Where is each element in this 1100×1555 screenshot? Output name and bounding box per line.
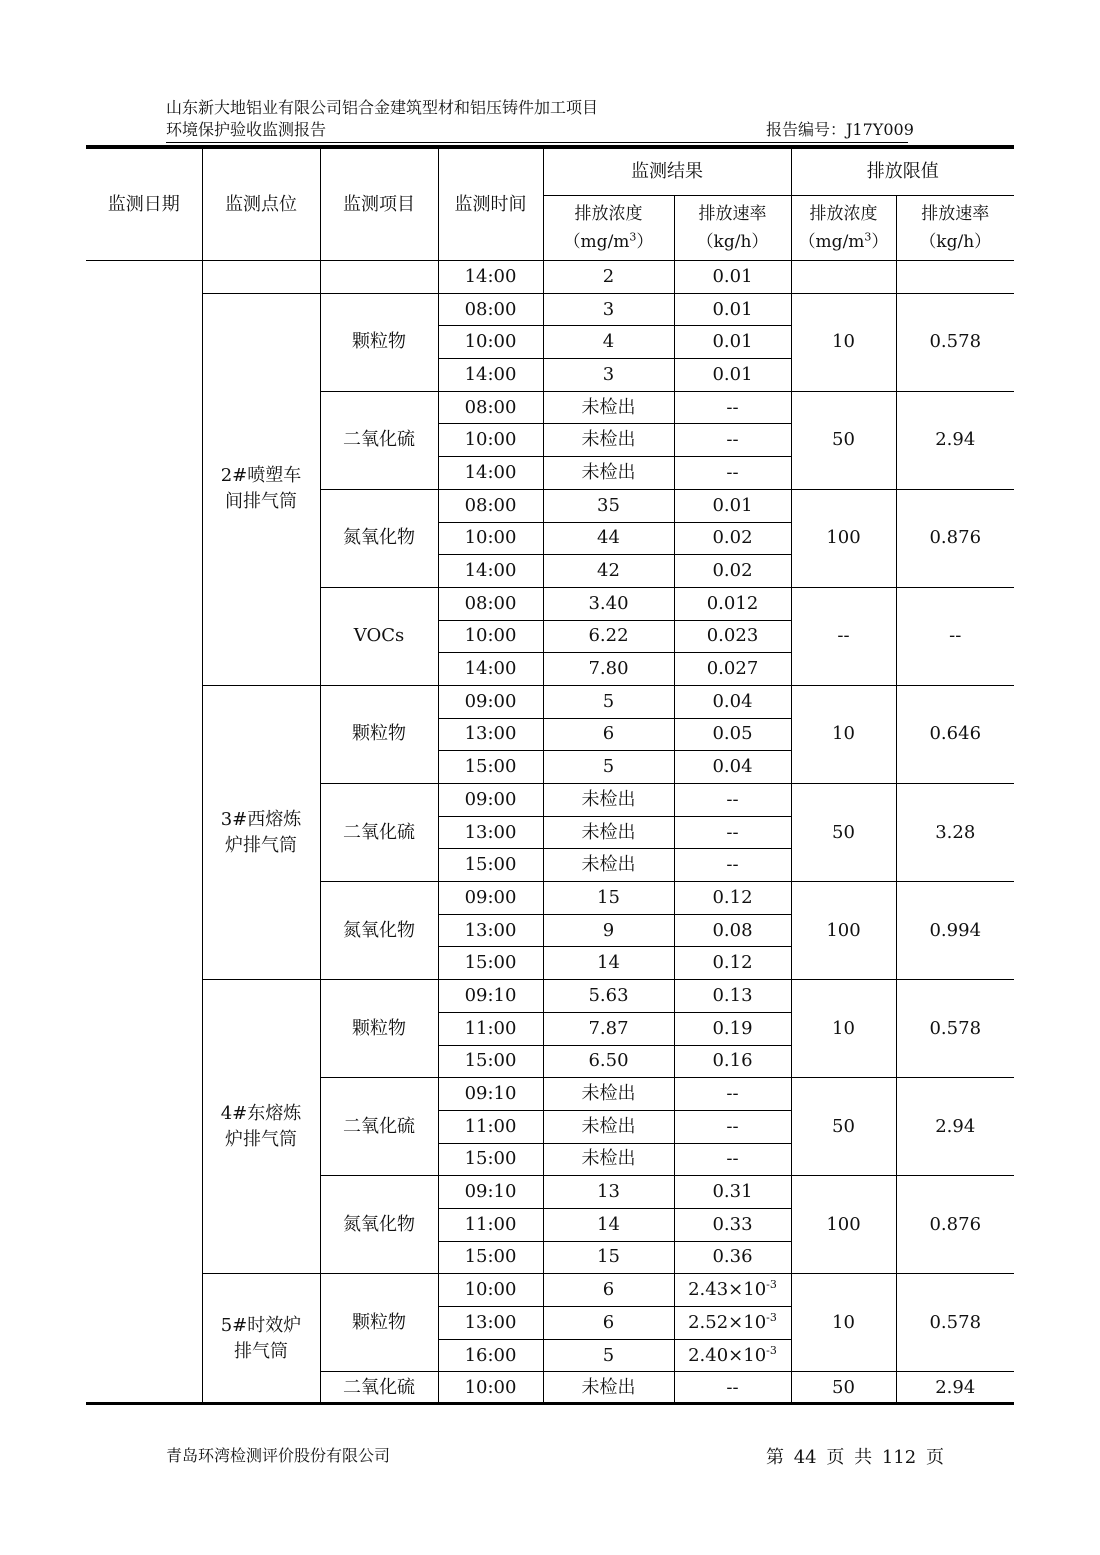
- rate-cell: [674, 685, 791, 718]
- rate-cell: [674, 1012, 791, 1045]
- rate-cell: [674, 1208, 791, 1241]
- rate-value: 0.027: [706, 658, 759, 680]
- rate-cell: [674, 391, 791, 424]
- item-cell: 颗粒物: [320, 980, 438, 1078]
- conc-cell: 15: [543, 1241, 674, 1274]
- conc-cell: 42: [543, 555, 674, 588]
- col-header-limit-rate: [896, 196, 1014, 261]
- rate-cell: [674, 326, 791, 359]
- rate-value: 0.33: [712, 1213, 753, 1235]
- limit-rate-cell: 2.94: [896, 1372, 1014, 1405]
- time-cell: 10:00: [438, 326, 543, 359]
- rate-value: 0.31: [712, 1181, 753, 1203]
- conc-cell: 15: [543, 882, 674, 915]
- rate-cell: [674, 1078, 791, 1111]
- conc-cell: 6: [543, 718, 674, 751]
- col-header-result: 监测结果: [543, 149, 791, 196]
- table-bottom-rule: [86, 1402, 1014, 1405]
- conc-cell: 3: [543, 293, 674, 326]
- rate-cell: [674, 359, 791, 392]
- limit-conc-cell: --: [791, 587, 896, 685]
- rate-value: --: [726, 854, 739, 876]
- footer-page-number: 第 44 页 共 112 页: [766, 1447, 944, 1468]
- conc-cell: 未检出: [543, 1143, 674, 1176]
- rate-unit: （kg/h）: [696, 232, 769, 252]
- conc-cell: 未检出: [543, 849, 674, 882]
- rate-value: 0.02: [712, 527, 753, 549]
- time-cell: 13:00: [438, 816, 543, 849]
- conc-cell: 6.22: [543, 620, 674, 653]
- item-cell: 氮氧化物: [320, 882, 438, 980]
- rate-cell: [674, 1176, 791, 1209]
- rate-value: 0.04: [712, 756, 753, 778]
- limit-conc-cell: 100: [791, 489, 896, 587]
- rate-exponent: -3: [766, 1343, 777, 1357]
- table-row: [86, 261, 1014, 294]
- time-cell: 13:00: [438, 914, 543, 947]
- time-cell: 10:00: [438, 1372, 543, 1405]
- limit-rate-cell: 0.876: [896, 1176, 1014, 1274]
- limit-rate-cell: 0.578: [896, 293, 1014, 391]
- time-cell: 15:00: [438, 947, 543, 980]
- conc-cell: 未检出: [543, 391, 674, 424]
- time-cell: 10:00: [438, 522, 543, 555]
- time-cell: 09:10: [438, 1078, 543, 1111]
- limit-conc-cell: 50: [791, 391, 896, 489]
- item-cell: 二氧化硫: [320, 391, 438, 489]
- time-cell: 14:00: [438, 555, 543, 588]
- limit-conc-cell: 10: [791, 685, 896, 783]
- limit-rate-cell: 3.28: [896, 784, 1014, 882]
- rate-cell: [674, 1339, 791, 1372]
- col-header-limit: 排放限值: [791, 149, 1014, 196]
- limit-rate-cell: 2.94: [896, 391, 1014, 489]
- item-cell: 氮氧化物: [320, 489, 438, 587]
- conc-cell: 未检出: [543, 457, 674, 490]
- rate-value: 0.02: [712, 560, 753, 582]
- col-header-time: 监测时间: [438, 149, 543, 261]
- rate-cell: [674, 653, 791, 686]
- rate-value: 0.36: [712, 1246, 753, 1268]
- col-header-limit-conc: [791, 196, 896, 261]
- time-cell: 08:00: [438, 587, 543, 620]
- rate-value: 2.40×10: [688, 1344, 767, 1366]
- conc-label: 排放浓度: [574, 204, 643, 224]
- rate-cell: [674, 1241, 791, 1274]
- time-cell: 09:00: [438, 784, 543, 817]
- rate-value: 0.01: [712, 298, 753, 320]
- rate-value: 0.12: [712, 886, 753, 908]
- rate-value: --: [726, 821, 739, 843]
- limit-rate-label: 排放速率: [921, 204, 990, 224]
- conc-cell: 14: [543, 1208, 674, 1241]
- table-row: [86, 1274, 1014, 1307]
- limit-conc-cell: [791, 261, 896, 294]
- rate-value: --: [726, 1083, 739, 1105]
- rate-value: 0.05: [712, 723, 753, 745]
- time-cell: 16:00: [438, 1339, 543, 1372]
- rate-value: --: [726, 396, 739, 418]
- time-cell: 10:00: [438, 1274, 543, 1307]
- limit-rate-cell: 0.994: [896, 882, 1014, 980]
- table-row: [86, 685, 1014, 718]
- item-cell: 二氧化硫: [320, 1078, 438, 1176]
- rate-value: 0.16: [712, 1050, 753, 1072]
- conc-cell: 2: [543, 261, 674, 294]
- rate-cell: [674, 1274, 791, 1307]
- rate-cell: [674, 293, 791, 326]
- table-row: [86, 293, 1014, 326]
- item-cell: 颗粒物: [320, 1274, 438, 1372]
- rate-value: --: [726, 1115, 739, 1137]
- time-cell: 11:00: [438, 1012, 543, 1045]
- conc-unit: $(mg/m^3)$: [563, 230, 654, 252]
- time-cell: 15:00: [438, 1045, 543, 1078]
- time-cell: 15:00: [438, 751, 543, 784]
- rate-cell: [674, 457, 791, 490]
- rate-cell: [674, 587, 791, 620]
- limit-conc-label: 排放浓度: [809, 204, 878, 224]
- conc-cell: 未检出: [543, 1078, 674, 1111]
- conc-cell: 3.40: [543, 587, 674, 620]
- time-cell: 14:00: [438, 457, 543, 490]
- rate-cell: [674, 522, 791, 555]
- rate-cell: [674, 1143, 791, 1176]
- rate-exponent: -3: [766, 1310, 777, 1324]
- time-cell: 13:00: [438, 718, 543, 751]
- footer-company: 青岛环湾检测评价股份有限公司: [166, 1446, 391, 1465]
- point-cell: [202, 261, 320, 294]
- rate-cell: [674, 816, 791, 849]
- time-cell: 09:10: [438, 980, 543, 1013]
- time-cell: 15:00: [438, 1241, 543, 1274]
- time-cell: 11:00: [438, 1208, 543, 1241]
- rate-value: 0.01: [712, 494, 753, 516]
- rate-cell: [674, 718, 791, 751]
- rate-cell: [674, 1307, 791, 1340]
- conc-cell: 未检出: [543, 784, 674, 817]
- rate-value: --: [726, 461, 739, 483]
- col-header-result-rate: [674, 196, 791, 261]
- time-cell: 08:00: [438, 293, 543, 326]
- time-cell: 10:00: [438, 424, 543, 457]
- limit-conc-cell: 100: [791, 882, 896, 980]
- rate-value: 0.012: [706, 592, 759, 614]
- conc-cell: 7.80: [543, 653, 674, 686]
- rate-cell: [674, 1372, 791, 1405]
- limit-conc-cell: 10: [791, 293, 896, 391]
- conc-cell: 44: [543, 522, 674, 555]
- conc-cell: 9: [543, 914, 674, 947]
- report-header-title: 环境保护验收监测报告: [166, 120, 327, 139]
- rate-value: 0.023: [706, 625, 759, 647]
- item-cell: VOCs: [320, 587, 438, 685]
- time-cell: 13:00: [438, 1307, 543, 1340]
- conc-cell: 14: [543, 947, 674, 980]
- conc-cell: 未检出: [543, 816, 674, 849]
- table-body: [86, 261, 1014, 1405]
- point-cell: 4#东熔炼炉排气筒: [202, 980, 320, 1274]
- rate-cell: [674, 849, 791, 882]
- limit-conc-unit: $(mg/m^3)$: [798, 230, 889, 252]
- time-cell: 08:00: [438, 489, 543, 522]
- conc-cell: 5: [543, 1339, 674, 1372]
- limit-conc-cell: 50: [791, 1372, 896, 1405]
- limit-rate-unit: （kg/h）: [919, 232, 992, 252]
- conc-cell: 5: [543, 685, 674, 718]
- limit-rate-cell: --: [896, 587, 1014, 685]
- col-header-date: 监测日期: [86, 149, 202, 261]
- limit-rate-cell: 0.646: [896, 685, 1014, 783]
- limit-conc-cell: 50: [791, 784, 896, 882]
- limit-rate-cell: 0.578: [896, 1274, 1014, 1372]
- rate-value: 0.04: [712, 690, 753, 712]
- col-header-point: 监测点位: [202, 149, 320, 261]
- conc-cell: 5: [543, 751, 674, 784]
- item-cell: 颗粒物: [320, 293, 438, 391]
- conc-cell: 5.63: [543, 980, 674, 1013]
- point-cell: 2#喷塑车间排气筒: [202, 293, 320, 685]
- rate-exponent: -3: [766, 1278, 777, 1292]
- rate-value: --: [726, 1377, 739, 1399]
- rate-cell: [674, 947, 791, 980]
- conc-cell: 13: [543, 1176, 674, 1209]
- rate-cell: [674, 882, 791, 915]
- rate-value: --: [726, 788, 739, 810]
- conc-cell: 6.50: [543, 1045, 674, 1078]
- rate-value: --: [726, 429, 739, 451]
- rate-cell: [674, 1045, 791, 1078]
- limit-rate-cell: 2.94: [896, 1078, 1014, 1176]
- point-cell: 5#时效炉排气筒: [202, 1274, 320, 1405]
- rate-cell: [674, 751, 791, 784]
- limit-rate-cell: [896, 261, 1014, 294]
- time-cell: 14:00: [438, 653, 543, 686]
- col-header-item: 监测项目: [320, 149, 438, 261]
- rate-cell: [674, 555, 791, 588]
- time-cell: 09:10: [438, 1176, 543, 1209]
- conc-cell: 7.87: [543, 1012, 674, 1045]
- rate-value: 0.08: [712, 919, 753, 941]
- conc-cell: 未检出: [543, 1372, 674, 1405]
- header-divider: [166, 142, 908, 143]
- item-cell: 颗粒物: [320, 685, 438, 783]
- rate-value: 0.01: [712, 331, 753, 353]
- date-cell: [86, 261, 202, 1405]
- report-header-project: 山东新大地铝业有限公司铝合金建筑型材和铝压铸件加工项目: [166, 98, 599, 117]
- rate-cell: [674, 914, 791, 947]
- col-header-result-conc: [543, 196, 674, 261]
- item-cell: 氮氧化物: [320, 1176, 438, 1274]
- rate-value: 0.01: [712, 363, 753, 385]
- monitoring-results-table: [86, 148, 1014, 1405]
- conc-cell: 3: [543, 359, 674, 392]
- rate-cell: [674, 980, 791, 1013]
- time-cell: 14:00: [438, 359, 543, 392]
- item-cell: [320, 261, 438, 294]
- rate-value: 0.12: [712, 952, 753, 974]
- time-cell: 11:00: [438, 1110, 543, 1143]
- time-cell: 08:00: [438, 391, 543, 424]
- rate-label: 排放速率: [698, 204, 767, 224]
- time-cell: 15:00: [438, 1143, 543, 1176]
- rate-cell: [674, 1110, 791, 1143]
- item-cell: 二氧化硫: [320, 784, 438, 882]
- limit-rate-cell: 0.876: [896, 489, 1014, 587]
- rate-cell: [674, 784, 791, 817]
- point-cell: 3#西熔炼炉排气筒: [202, 685, 320, 979]
- rate-value: 0.13: [712, 984, 753, 1006]
- rate-cell: 0.01: [674, 261, 791, 294]
- limit-conc-cell: 50: [791, 1078, 896, 1176]
- limit-conc-cell: 10: [791, 1274, 896, 1372]
- rate-cell: [674, 489, 791, 522]
- limit-rate-cell: 0.578: [896, 980, 1014, 1078]
- table-head: [86, 149, 1014, 261]
- rate-value: 0.19: [712, 1017, 753, 1039]
- limit-conc-cell: 10: [791, 980, 896, 1078]
- conc-cell: 4: [543, 326, 674, 359]
- conc-cell: 未检出: [543, 424, 674, 457]
- rate-value: 2.52×10: [688, 1311, 767, 1333]
- rate-value: --: [726, 1148, 739, 1170]
- conc-cell: 35: [543, 489, 674, 522]
- time-cell: 15:00: [438, 849, 543, 882]
- rate-value: 2.43×10: [688, 1279, 767, 1301]
- item-cell: 二氧化硫: [320, 1372, 438, 1405]
- conc-cell: 未检出: [543, 1110, 674, 1143]
- time-cell: 09:00: [438, 685, 543, 718]
- report-number: 报告编号：J17Y009: [766, 120, 914, 139]
- limit-conc-cell: 100: [791, 1176, 896, 1274]
- rate-cell: [674, 620, 791, 653]
- rate-cell: [674, 424, 791, 457]
- time-cell: 09:00: [438, 882, 543, 915]
- time-cell: 10:00: [438, 620, 543, 653]
- conc-cell: 6: [543, 1274, 674, 1307]
- time-cell: 14:00: [438, 261, 543, 294]
- table-row: [86, 980, 1014, 1013]
- conc-cell: 6: [543, 1307, 674, 1340]
